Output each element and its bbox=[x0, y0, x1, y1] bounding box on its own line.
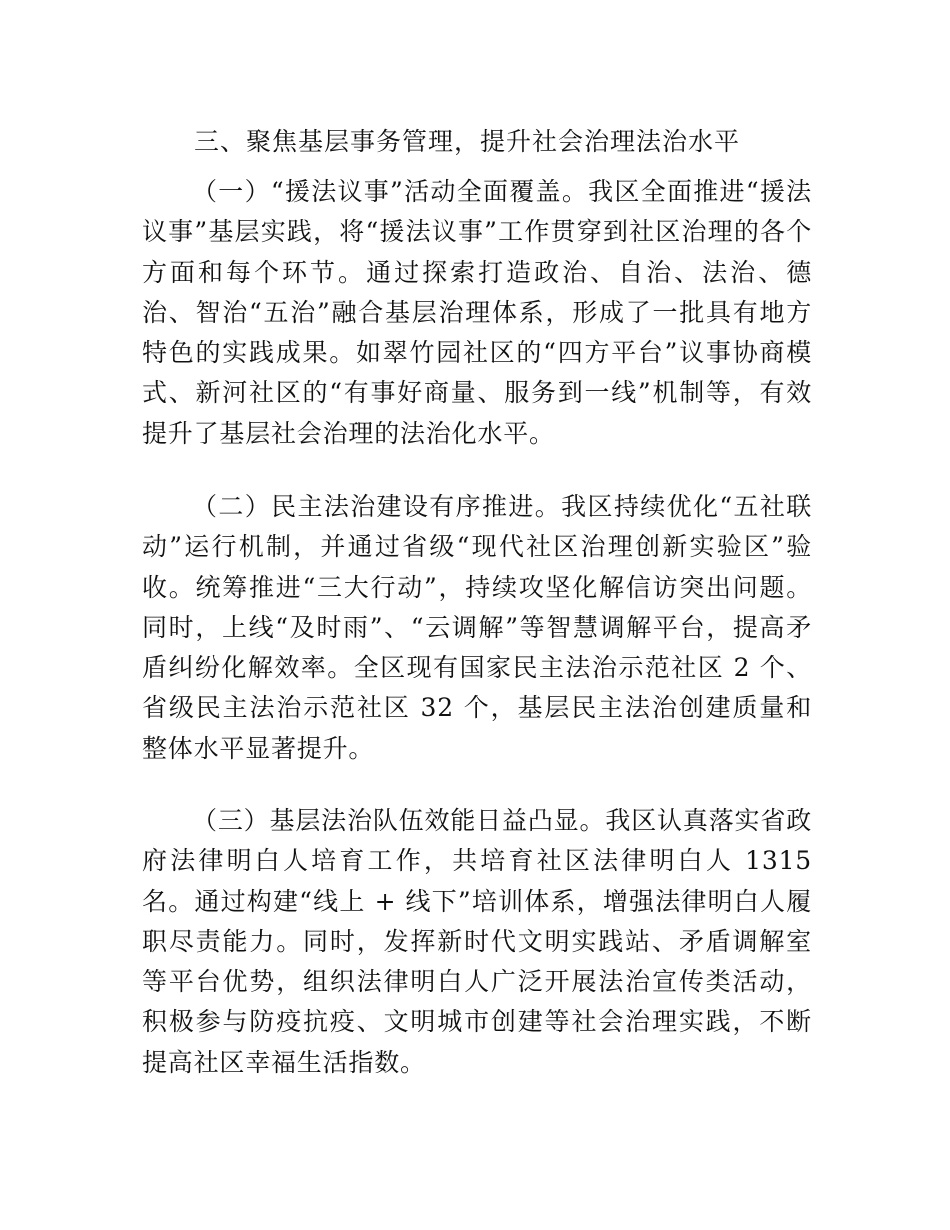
paragraph-2: （二）民主法治建设有序推进。我区持续优化“五社联动”运行机制，并通过省级“现代社区治理创新实验区”验收。统筹推进“三大行动”，持续攻坚化解信访突出问题。同时，上线“及时雨”、“云调解”等智慧调解平台，提高矛盾纠纷化解效率。全区现有国家民主法治示范社区 2 个、省级民主法治示范社区 32 个，基层民主法治创建质量和整体水平显著提升。 bbox=[142, 492, 812, 763]
paragraph-1: （一）“援法议事”活动全面覆盖。我区全面推进“援法议事”基层实践，将“援法议事”工作贯穿到社区治理的各个方面和每个环节。通过探索打造政治、自治、法治、德治、智治“五治”融合基层治理体系，形成了一批具有地方特色的实践成果。如翠竹园社区的“四方平台”议事协商模式、新河社区的“有事好商量、服务到一线”机制等，有效提升了基层社会治理的法治化水平。 bbox=[142, 177, 812, 448]
section-heading: 三、聚焦基层事务管理，提升社会治理法治水平 bbox=[194, 127, 741, 156]
paragraph-3: （三）基层法治队伍效能日益凸显。我区认真落实省政府法律明白人培育工作，共培育社区法律明白人 1315 名。通过构建“线上 + 线下”培训体系，增强法律明白人履职尽责能力。同时，发挥新时代文明实践站、矛盾调解室等平台优势，组织法律明白人广泛开展法治宣传类活动，积极参与防疫抗疫、文明城市创建等社会治理实践，不断提高社区幸福生活指数。 bbox=[142, 806, 812, 1077]
